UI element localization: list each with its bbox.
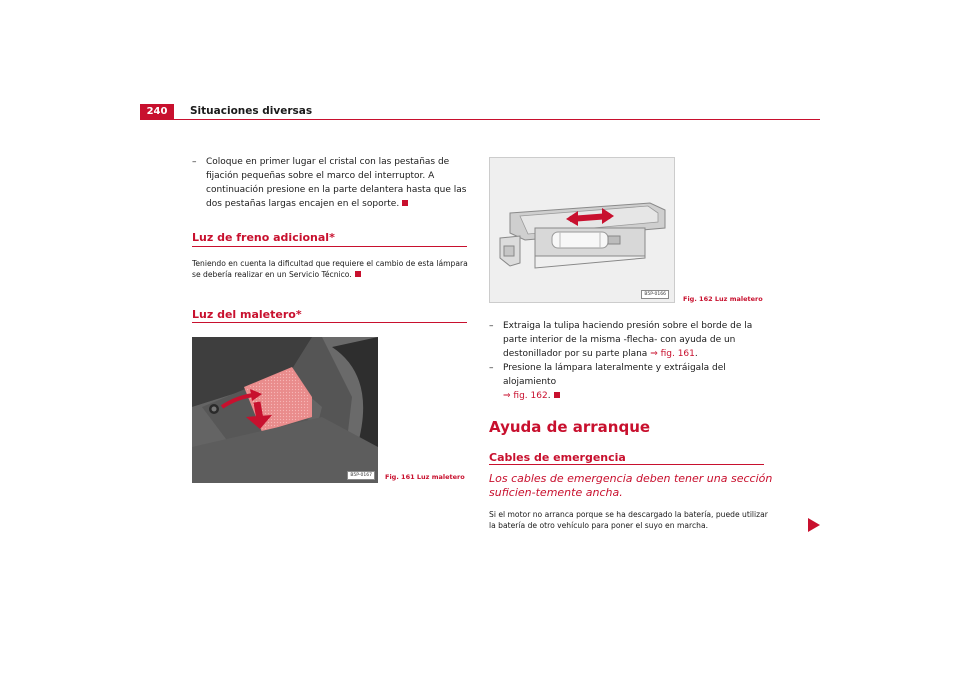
figure-code: B5P-0166: [641, 290, 669, 299]
page-number: 240: [140, 104, 174, 120]
remove-lens-text: Extraiga la tulipa haciendo presión sobre el borde de la parte interior de la misma -flecha- con ayuda de un destonillador por su parte plana: [503, 321, 753, 359]
fig-161-reference[interactable]: ⇒ fig. 161: [650, 349, 695, 359]
section-title-brake-light: Luz de freno adicional*: [192, 231, 335, 244]
intro-bullet: – Coloque en primer lugar el cristal con las pestañas de fijación pequeñas sobre el marco del interruptor. A continuación presione en la parte delantera hasta que las dos pestañas largas encajen en el soporte.: [192, 157, 467, 209]
lamp-housing-illustration: [490, 158, 675, 303]
jumper-cables-paragraph: Si el motor no arranca porque se ha descargado la batería, puede utilizar la batería de otro vehículo para poner el suyo en marcha.: [489, 510, 768, 530]
remove-lamp-bullet: – Presione la lámpara lateralmente y extráigala del alojamiento ⇒ fig. 162.: [489, 363, 726, 401]
figure-161-caption: Fig. 161 Luz maletero: [385, 473, 465, 481]
section-title-jumper-cables: Cables de emergencia: [489, 451, 626, 464]
end-mark-icon: [355, 271, 361, 277]
section-title-trunk-light: Luz del maletero*: [192, 308, 302, 321]
running-header-title: Situaciones diversas: [190, 105, 313, 117]
lead-paragraph: Los cables de emergencia deben tener una sección suficien-temente ancha.: [489, 472, 773, 499]
remove-lens-bullet: – Extraiga la tulipa haciendo presión sobre el borde de la parte interior de la misma -flecha- con ayuda de un destonillador por su parte plana ⇒ fig. 161.: [489, 321, 753, 359]
figure-161: [192, 337, 378, 483]
intro-bullet-text: Coloque en primer lugar el cristal con las pestañas de fijación pequeñas sobre el marco del interruptor. A continuación presione en la parte delantera hasta que las dos pestañas largas encajen en el soporte.: [206, 157, 467, 209]
figure-code: B5P-0167: [347, 471, 375, 480]
end-mark-icon: [402, 200, 408, 206]
section-rule: [489, 464, 764, 465]
chapter-title-jump-start: Ayuda de arranque: [489, 418, 651, 436]
continue-arrow-icon: [808, 518, 820, 532]
brake-light-text: Teniendo en cuenta la dificultad que requiere el cambio de esta lámpara se debería realizar en un Servicio Técnico.: [192, 259, 468, 279]
remove-lamp-text: Presione la lámpara lateralmente y extráigala del alojamiento: [503, 363, 726, 387]
section-rule: [192, 322, 467, 323]
section-rule: [192, 246, 467, 247]
trunk-light-illustration: [192, 337, 378, 483]
figure-162: [489, 157, 675, 303]
fig-162-reference[interactable]: ⇒ fig. 162: [503, 391, 548, 401]
brake-light-paragraph: [192, 258, 470, 280]
figure-162-caption: Fig. 162 Luz maletero: [683, 295, 763, 303]
end-mark-icon: [554, 392, 560, 398]
header-rule: [140, 119, 820, 120]
